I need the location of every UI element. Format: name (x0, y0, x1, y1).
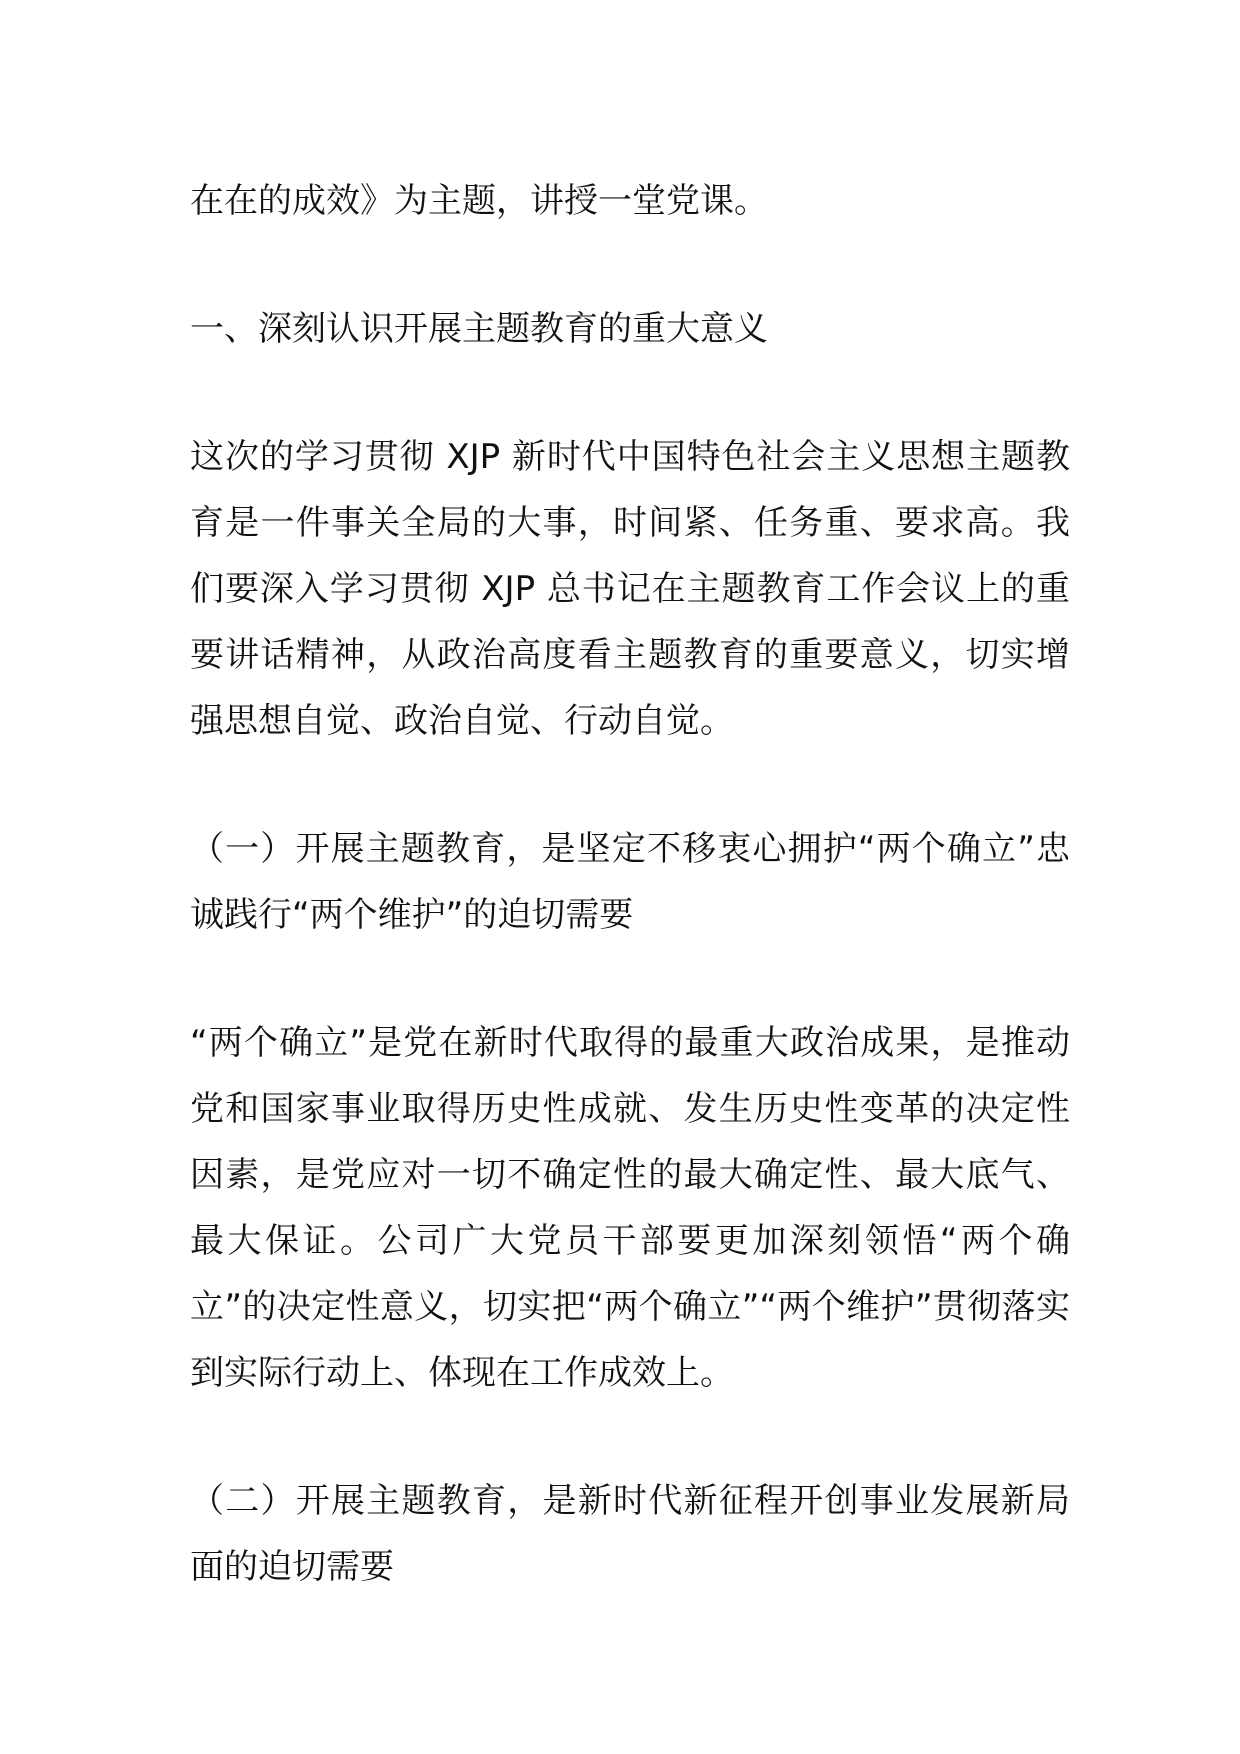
subsection-heading-1: （一）开展主题教育，是坚定不移衷心拥护“两个确立”忠诚践行“两个维护”的迫切需要 (190, 829, 1070, 935)
paragraph-intro-end: 在在的成效》为主题，讲授一堂党课。 (190, 181, 768, 221)
paragraph-spacing (190, 362, 1070, 424)
paragraph-spacing (190, 234, 1070, 296)
section-1-paragraph: 这次的学习贯彻 XJP 新时代中国特色社会主义思想主题教育是一件事关全局的大事，时间紧、任务重、要求高。我们要深入学习贯彻 XJP 总书记在主题教育工作会议上的重要讲话精神，从政治高度看主题教育的重要意义，切实增强思想自觉、政治自觉、行动自觉。 (190, 437, 1070, 741)
paragraph-spacing (190, 1406, 1070, 1468)
document-body (190, 168, 1070, 1600)
subsection-heading-2: （二）开展主题教育，是新时代新征程开创事业发展新局面的迫切需要 (190, 1481, 1070, 1587)
paragraph-spacing (190, 948, 1070, 1010)
paragraph-spacing (190, 754, 1070, 816)
section-heading-1: 一、深刻认识开展主题教育的重大意义 (190, 309, 768, 349)
subsection-1-paragraph: “两个确立”是党在新时代取得的最重大政治成果，是推动党和国家事业取得历史性成就、发生历史性变革的决定性因素，是党应对一切不确定性的最大确定性、最大底气、最大保证。公司广大党员干部要更加深刻领悟“两个确立”的决定性意义，切实把“两个确立”“两个维护”贯彻落实到实际行动上、体现在工作成效上。 (190, 1023, 1070, 1393)
